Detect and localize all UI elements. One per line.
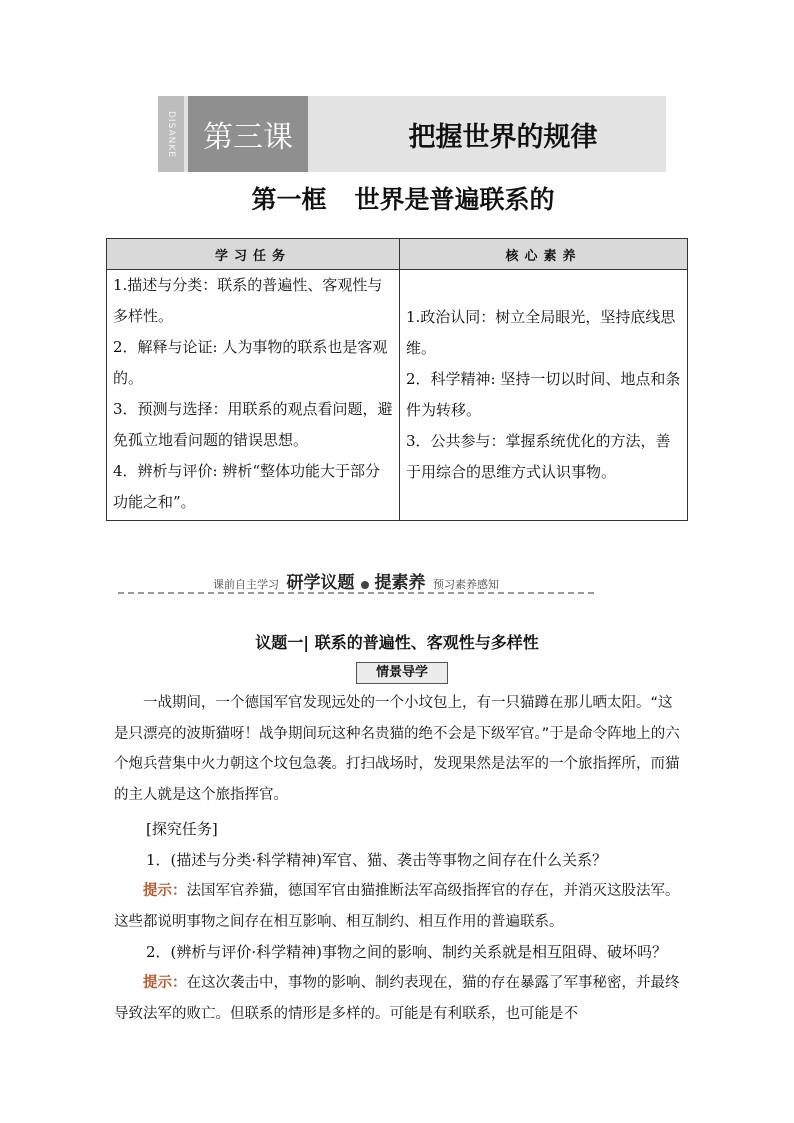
- story-paragraph: 一战期间，一个德国军官发现远处的一个小坟包上，有一只猫蹲在那儿晒太阳。“这是只漂亮的波斯猫呀！战争期间玩这种名贵猫的绝不会是下级军官。”于是命令阵地上的六个炮兵营集中火力朝这个坟包急袭。打扫战场时，发现果然是法军的一个旅指挥所，而猫的主人就是这个旅指挥官。: [114, 695, 680, 803]
- explore-label: [探究任务]: [146, 820, 218, 838]
- table-header-tasks: 学习任务: [107, 239, 400, 270]
- task-item: 1.描述与分类：联系的普遍性、客观性与多样性。: [113, 276, 383, 325]
- literacy-cell: [400, 270, 688, 521]
- learning-table: [106, 238, 688, 521]
- question-1: 1．(描述与分类·科学精神)军官、猫、袭击等事物之间存在什么关系？: [146, 851, 608, 869]
- frame-label: 第一框: [251, 185, 327, 214]
- tasks-cell: [107, 270, 400, 521]
- divider-left: 课前自主学习: [213, 578, 279, 591]
- section-name: 世界是普遍联系的: [354, 185, 555, 214]
- lesson-title: 把握世界的规律: [408, 121, 598, 153]
- hint-label: 提示：: [143, 975, 187, 991]
- answer-2: [114, 968, 686, 1029]
- banner-side-text: DISANKE: [158, 96, 184, 172]
- question-2: 2．(辨析与评价·科学精神)事物之间的影响、制约关系就是相互阻碍、破坏吗？: [146, 943, 668, 961]
- lesson-label: 第三课: [188, 96, 308, 172]
- hint-label: 提示：: [143, 883, 187, 899]
- divider-main-2: 提素养: [374, 573, 426, 593]
- task-item: 2．解释与论证: 人为事物的联系也是客观的。: [113, 338, 388, 387]
- answer-1: [114, 876, 686, 937]
- answer-1-text: 法国军官养猫，德国军官由猫推断法军高级指挥官的存在，并消灭这股法军。这些都说明事物之间存在相互影响、相互制约、相互作用的普遍联系。: [114, 883, 680, 930]
- task-item: 3．预测与选择：用联系的观点看问题，避免孤立地看问题的错误思想。: [113, 400, 393, 449]
- divider-dot-icon: [361, 581, 369, 589]
- scenario-badge: 情景导学: [356, 662, 448, 684]
- topic-heading: 议题一| 联系的普遍性、客观性与多样性: [255, 633, 539, 652]
- literacy-item: 2．科学精神: 坚持一切以时间、地点和条件为转移。: [406, 370, 681, 419]
- literacy-item: 3．公共参与：掌握系统优化的方法，善于用综合的思维方式认识事物。: [406, 432, 671, 481]
- task-item: 4．辨析与评价: 辨析“整体功能大于部分功能之和”。: [113, 462, 381, 511]
- divider-right: 预习素养感知: [433, 578, 499, 591]
- divider-line: [118, 592, 594, 594]
- lesson-banner: [158, 96, 666, 172]
- literacy-item: 1.政治认同：树立全局眼光，坚持底线思维。: [406, 308, 676, 357]
- table-header-literacy: 核心素养: [400, 239, 688, 270]
- answer-2-text: 在这次袭击中，事物的影响、制约表现在，猫的存在暴露了军事秘密，并最终导致法军的败亡。但联系的情形是多样的。可能是有利联系，也可能是不: [114, 975, 680, 1022]
- divider-main-1: 研学议题: [286, 573, 355, 593]
- section-title: [0, 180, 794, 216]
